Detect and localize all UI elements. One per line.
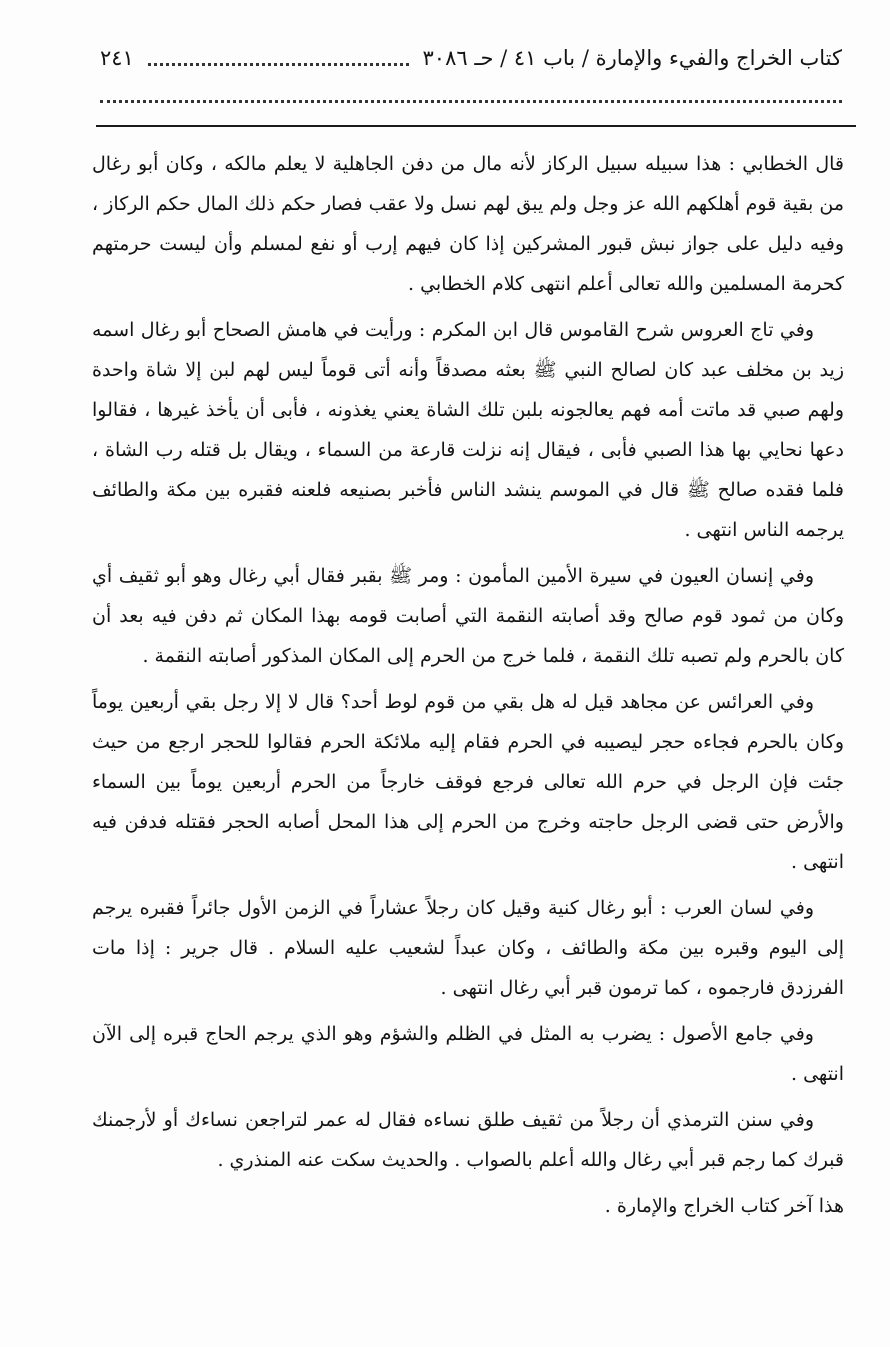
paragraph-lisan-al-arab: وفي لسان العرب : أبو رغال كنية وقيل كان رجلاً عشاراً في الزمن الأول جائراً فقبره يرجم إلى اليوم وقبره بين مكة والطائف ، وكان عبداً لشعيب عليه السلام . قال جرير : إذا مات الفرزدق فارجموه ، كما ترمون قبر أبي رغال انتهى .: [92, 897, 844, 999]
dotted-divider: [100, 100, 842, 103]
header-dot-leader: [148, 63, 409, 66]
paragraph-book-end: هذا آخر كتاب الخراج والإمارة .: [604, 1195, 844, 1217]
page-number: ٢٤١: [100, 46, 134, 70]
paragraph-khattabi: قال الخطابي : هذا سبيله سبيل الركاز لأنه مال من دفن الجاهلية لا يعلم مالكه ، وكان أبو رغال من بقية قوم أهلكهم الله عز وجل ولم يبق لهم نسل ولا عقب فصار حكم ذلك المال حكم الركاز ، وفيه دليل على جواز نبش قبور المشركين إذا كان فيهم إرب أو نفع لمسلم وأن ليست حرمتهم كحرمة المسلمين والله تعالى أعلم انتهى كلام الخطابي .: [92, 153, 844, 295]
running-title: كتاب الخراج والفيء والإمارة / باب ٤١ / حـ ٣٠٨٦: [422, 46, 842, 70]
paragraph-taj-al-arus: وفي تاج العروس شرح القاموس قال ابن المكرم : ورأيت في هامش الصحاح أبو رغال اسمه زيد بن مخلف عبد كان لصالح النبي ﷺ بعثه مصدقاً وأنه أتى قوماً ليس لهم لبن إلا شاة واحدة ولهم صبي قد ماتت أمه فهم يعالجونه بلبن تلك الشاة يعني يغذونه ، فأبى أن يأخذ غيرها ، فقالوا دعها نحايي بها هذا الصبي فأبى ، فيقال إنه نزلت قارعة من السماء ، ويقال بل قتله رب الشاة ، فلما فقده صالح ﷺ قال في الموسم ينشد الناس فأخبر بصنيعه فلعنه فقبره بين مكة والطائف يرجمه الناس انتهى .: [92, 319, 844, 541]
page-header: [100, 38, 842, 78]
header-rule: [96, 125, 856, 127]
paragraph-al-araes: وفي العرائس عن مجاهد قيل له هل بقي من قوم لوط أحد؟ قال لا إلا رجل بقي أربعين يوماً وكان بالحرم فجاءه حجر ليصيبه في الحرم فقام إليه ملائكة الحرم فقالوا للحجر ارجع من حيث جئت فإن الرجل في حرم الله تعالى فرجع فوقف خارجاً من الحرم أربعين يوماً بين السماء والأرض حتى قضى الرجل حاجته وخرج من الحرم إلى هذا المحل أصابه الحجر فقتله فدفن فيه انتهى .: [92, 691, 844, 873]
paragraph-sunan-tirmidhi: وفي سنن الترمذي أن رجلاً من ثقيف طلق نساءه فقال له عمر لتراجعن نساءك أو لأرجمنك قبرك كما رجم قبر أبي رغال والله أعلم بالصواب . والحديث سكت عنه المنذري .: [92, 1109, 844, 1171]
body-text: [92, 144, 844, 1232]
paragraph-insan-al-uyun: وفي إنسان العيون في سيرة الأمين المأمون : ومر ﷺ بقبر فقال أبي رغال وهو أبو ثقيف أي وكان من ثمود قوم صالح وقد أصابته النقمة التي أصابت قومه بهذا المكان ثم دفن فيه بعد أن كان بالحرم ولم تصبه تلك النقمة ، فلما خرج من الحرم إلى المكان المذكور أصابته النقمة .: [92, 565, 844, 667]
paragraph-jami-al-usul: وفي جامع الأصول : يضرب به المثل في الظلم والشؤم وهو الذي يرجم الحاج قبره إلى الآن انتهى .: [92, 1023, 844, 1085]
